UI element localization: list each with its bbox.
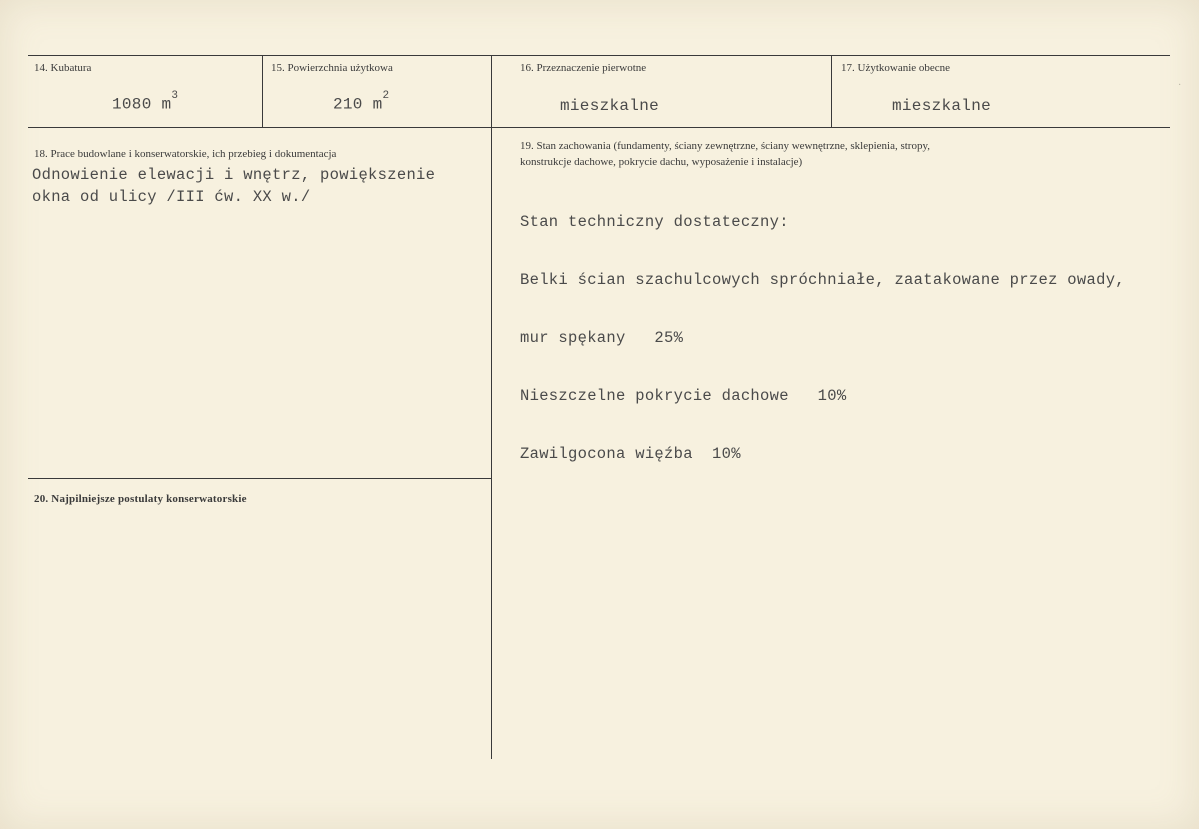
field-19-line-5: Zawilgocona więźba 10% xyxy=(520,445,741,463)
top-rule xyxy=(28,55,1170,56)
row-divider xyxy=(28,127,1170,128)
col-divider-3 xyxy=(831,55,832,127)
field-19-line-1: Stan techniczny dostateczny: xyxy=(520,213,789,231)
col-divider-main xyxy=(491,55,492,759)
field-18-text xyxy=(32,164,435,208)
field-15-label: 15. Powierzchnia użytkowa xyxy=(271,62,393,74)
field-19-line-2: Belki ścian szachulcowych spróchniałe, zaatakowane przez owady, xyxy=(520,271,1125,289)
field-17-label: 17. Użytkowanie obecne xyxy=(841,62,951,74)
field-16-label: 16. Przeznaczenie pierwotne xyxy=(520,62,647,74)
field-18-line-2: okna od ulicy /III ćw. XX w./ xyxy=(32,188,311,206)
section-divider xyxy=(28,478,491,479)
field-14-label: 14. Kubatura xyxy=(34,62,92,74)
field-16-value: mieszkalne xyxy=(560,97,660,115)
col-divider-1 xyxy=(262,55,263,127)
field-14-exponent: 3 xyxy=(171,90,179,102)
field-14-number: 1080 m xyxy=(112,95,172,114)
field-19-label-line-1: 19. Stan zachowania (fundamenty, ściany zewnętrzne, ściany wewnętrzne, sklepienia, stropy, xyxy=(520,140,931,152)
field-19-line-4: Nieszczelne pokrycie dachowe 10% xyxy=(520,387,847,405)
field-15-exponent: 2 xyxy=(382,90,390,102)
field-14-value xyxy=(112,90,179,114)
field-15-number: 210 m xyxy=(333,95,383,114)
field-17-value: mieszkalne xyxy=(892,97,992,115)
field-19-line-3: mur spękany 25% xyxy=(520,329,684,347)
field-15-value xyxy=(333,90,390,114)
field-20-label: 20. Najpilniejsze postulaty konserwatorskie xyxy=(34,493,247,505)
field-19-text xyxy=(520,175,1125,501)
field-18-line-1: Odnowienie elewacji i wnętrz, powiększenie xyxy=(32,166,436,184)
field-19-label-line-2: konstrukcje dachowe, pokrycie dachu, wyposażenie i instalacje) xyxy=(520,156,803,168)
corner-mark: · xyxy=(1178,80,1182,91)
field-18-label: 18. Prace budowlane i konserwatorskie, ich przebieg i dokumentacja xyxy=(34,148,337,160)
